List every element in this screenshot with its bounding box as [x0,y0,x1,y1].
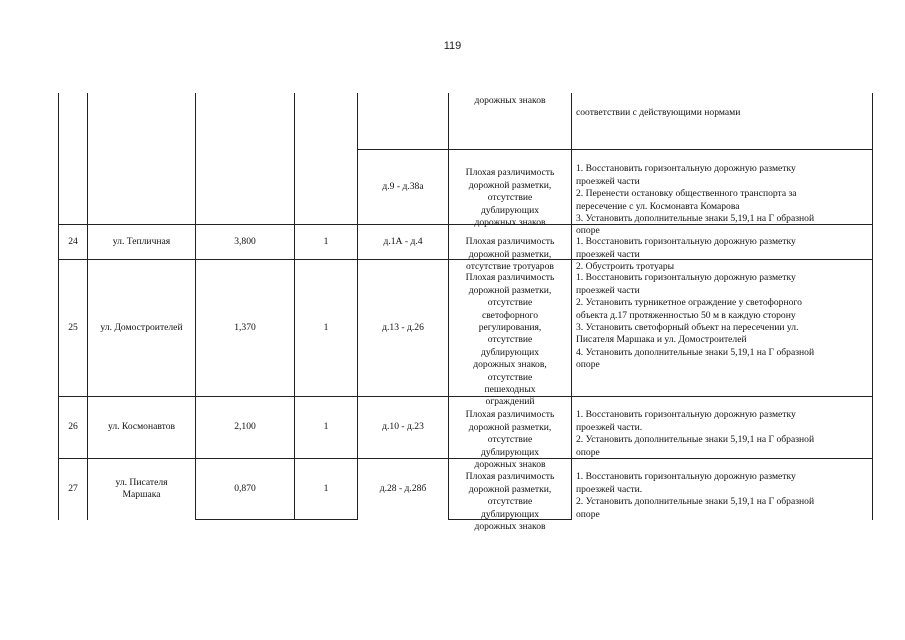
table-bottom-border [195,519,357,520]
length-value: 2,100 [234,421,256,433]
measures-text: 1. Восстановить горизонтальную дорожную разметку проезжей части 2. Установить турникетное ограждение у светофорного объекта д.17 протяженностью 50 м в каждую сторону 3. Установить светофорный объект на пересечении ул. Писателя Маршака и ул. Домостроителей 4. Установить дополнительные знаки 5,19,1 на Г образной опоре [576,272,815,371]
location-cell [358,260,448,396]
length-value: 3,800 [234,235,256,247]
street-cell [88,397,195,458]
problem-text: Плохая различимость дорожной разметки, отсутствие светофорного регулирования, отсутствие дублирующих дорожных знаков, отсутствие пешеходных ограждений [465,272,555,408]
continuation-measures-cell [572,95,872,120]
problem-cell [449,459,571,533]
problem-text: дорожных знаков [474,95,546,106]
problem-text: Плохая различимость дорожной разметки, отсутствие дублирующих дорожных знаков [465,409,555,471]
location-cell [358,459,448,519]
length-cell [196,225,294,259]
measures-text: 1. Восстановить горизонтальную дорожную разметку проезжей части 2. Перенести остановку общественного транспорта за пересечение с ул. Космонавта Комарова 3. Установить дополнительные знаки 5,19,1 на Г образной опоре [576,163,815,237]
problem-text: Плохая различимость дорожной разметки, отсутствие тротуаров [465,236,555,273]
measures-text: 1. Восстановить горизонтальную дорожную разметку проезжей части. 2. Установить дополнительные знаки 5,19,1 на Г образной опоре [576,471,815,520]
sub-row-location-cell [358,175,448,200]
measures-cell [572,397,872,459]
measures-cell [572,260,872,372]
row-divider [357,149,873,150]
continuation-problem-cell [449,95,571,107]
location-text: д.13 - д.26 [382,321,424,333]
length-cell [196,260,294,396]
row-number-cell [59,225,87,259]
row-number: 24 [68,235,78,247]
street-cell [88,459,195,519]
measures-text: 1. Восстановить горизонтальную дорожную разметку проезжей части. 2. Установить дополнительные знаки 5,19,1 на Г образной опоре [576,409,815,458]
location-cell [358,225,448,259]
row-number-cell [59,459,87,519]
count-cell [295,225,357,259]
length-cell [196,459,294,519]
row-number-cell [59,397,87,458]
street-cell [88,225,195,259]
problem-text: Плохая различимость дорожной разметки, отсутствие дублирующих дорожных знаков [465,167,555,229]
row-number-cell [59,260,87,396]
count-value: 1 [323,235,329,247]
length-value: 0,870 [234,482,256,494]
location-text: д.28 - д.28б [379,482,427,494]
row-number: 27 [68,482,78,494]
street-name: ул. Домостроителей [100,321,183,333]
street-name: ул. Писателя Маршака [115,476,168,500]
problem-text: Плохая различимость дорожной разметки, отсутствие дублирующих дорожных знаков [465,471,555,533]
location-text: д.9 - д.38а [382,181,424,193]
row-number: 25 [68,321,78,333]
count-value: 1 [323,482,329,494]
row-number: 26 [68,421,78,433]
count-cell [295,459,357,519]
table-border-right [872,93,873,520]
count-cell [295,260,357,396]
count-cell [295,397,357,458]
location-cell [358,397,448,458]
street-cell [88,260,195,396]
measures-text: соответствии с действующими нормами [576,107,741,119]
measures-cell [572,459,872,521]
length-cell [196,397,294,458]
measures-text: 1. Восстановить горизонтальную дорожную разметку проезжей части 2. Обустроить тротуары [576,236,796,273]
location-text: д.1А - д.4 [383,235,423,247]
street-name: ул. Космонавтов [107,421,176,433]
length-value: 1,370 [234,321,256,333]
sub-row-problem-cell [449,155,571,229]
count-value: 1 [323,421,329,433]
count-value: 1 [323,321,329,333]
problem-cell [449,260,571,409]
street-name: ул. Тепличная [112,235,171,247]
location-text: д.10 - д.23 [382,421,424,433]
page-number: 119 [443,40,462,52]
